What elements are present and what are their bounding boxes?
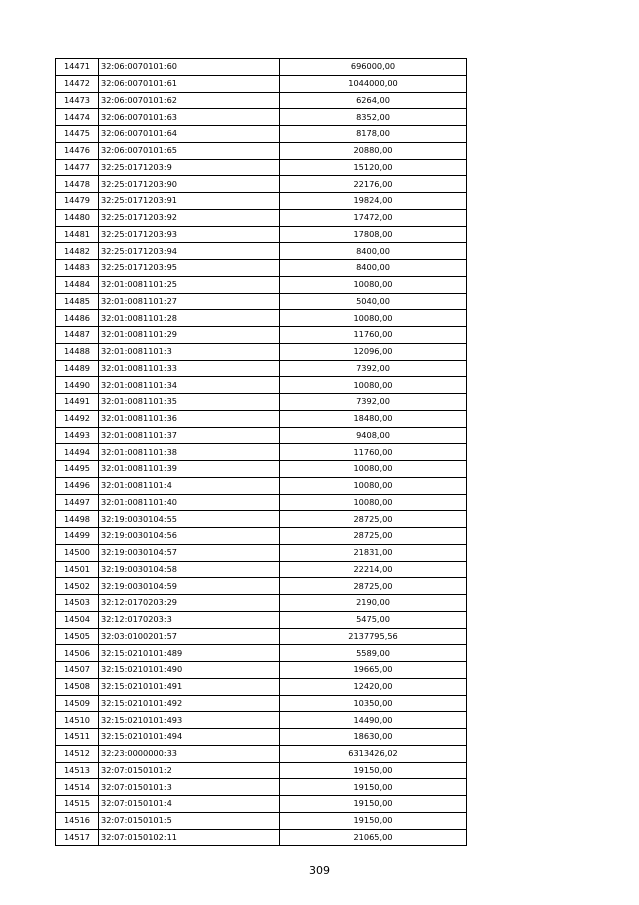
row-number-cell: 14486 xyxy=(56,310,99,327)
row-number-cell: 14482 xyxy=(56,243,99,260)
value-cell: 696000,00 xyxy=(280,59,467,76)
table-row xyxy=(56,293,467,310)
cadastral-number-cell: 32:01:0081101:38 xyxy=(99,444,280,461)
value-cell: 11760,00 xyxy=(280,327,467,344)
cadastral-value-table xyxy=(55,58,467,846)
cadastral-number-cell: 32:15:0210101:489 xyxy=(99,645,280,662)
value-cell: 8400,00 xyxy=(280,243,467,260)
cadastral-number-cell: 32:15:0210101:493 xyxy=(99,712,280,729)
cadastral-number-cell: 32:01:0081101:36 xyxy=(99,410,280,427)
table-row xyxy=(56,109,467,126)
row-number-cell: 14487 xyxy=(56,327,99,344)
table-row xyxy=(56,595,467,612)
table-row xyxy=(56,628,467,645)
table-body xyxy=(56,59,467,846)
cadastral-number-cell: 32:06:0070101:65 xyxy=(99,142,280,159)
table-row xyxy=(56,796,467,813)
row-number-cell: 14484 xyxy=(56,276,99,293)
row-number-cell: 14480 xyxy=(56,209,99,226)
value-cell: 21831,00 xyxy=(280,544,467,561)
row-number-cell: 14490 xyxy=(56,377,99,394)
value-cell: 12096,00 xyxy=(280,343,467,360)
cadastral-number-cell: 32:01:0081101:34 xyxy=(99,377,280,394)
row-number-cell: 14495 xyxy=(56,461,99,478)
table-row xyxy=(56,528,467,545)
cadastral-number-cell: 32:15:0210101:492 xyxy=(99,695,280,712)
row-number-cell: 14478 xyxy=(56,176,99,193)
row-number-cell: 14474 xyxy=(56,109,99,126)
value-cell: 22176,00 xyxy=(280,176,467,193)
value-cell: 1044000,00 xyxy=(280,75,467,92)
cadastral-number-cell: 32:06:0070101:62 xyxy=(99,92,280,109)
cadastral-number-cell: 32:06:0070101:63 xyxy=(99,109,280,126)
row-number-cell: 14479 xyxy=(56,193,99,210)
value-cell: 8400,00 xyxy=(280,260,467,277)
value-cell: 19150,00 xyxy=(280,779,467,796)
cadastral-number-cell: 32:06:0070101:61 xyxy=(99,75,280,92)
table-row xyxy=(56,159,467,176)
cadastral-number-cell: 32:01:0081101:33 xyxy=(99,360,280,377)
row-number-cell: 14498 xyxy=(56,511,99,528)
row-number-cell: 14516 xyxy=(56,812,99,829)
value-cell: 14490,00 xyxy=(280,712,467,729)
value-cell: 8178,00 xyxy=(280,126,467,143)
value-cell: 15120,00 xyxy=(280,159,467,176)
row-number-cell: 14491 xyxy=(56,394,99,411)
row-number-cell: 14476 xyxy=(56,142,99,159)
table-row xyxy=(56,75,467,92)
cadastral-number-cell: 32:01:0081101:25 xyxy=(99,276,280,293)
table-row xyxy=(56,209,467,226)
cadastral-number-cell: 32:19:0030104:58 xyxy=(99,561,280,578)
table-row xyxy=(56,477,467,494)
table-row xyxy=(56,611,467,628)
table-row xyxy=(56,729,467,746)
cadastral-number-cell: 32:01:0081101:29 xyxy=(99,327,280,344)
value-cell: 10080,00 xyxy=(280,377,467,394)
row-number-cell: 14477 xyxy=(56,159,99,176)
table-row xyxy=(56,461,467,478)
table-row xyxy=(56,779,467,796)
value-cell: 22214,00 xyxy=(280,561,467,578)
cadastral-number-cell: 32:07:0150101:3 xyxy=(99,779,280,796)
value-cell: 10080,00 xyxy=(280,477,467,494)
cadastral-number-cell: 32:15:0210101:491 xyxy=(99,678,280,695)
table-row xyxy=(56,745,467,762)
row-number-cell: 14513 xyxy=(56,762,99,779)
row-number-cell: 14492 xyxy=(56,410,99,427)
row-number-cell: 14511 xyxy=(56,729,99,746)
row-number-cell: 14472 xyxy=(56,75,99,92)
cadastral-number-cell: 32:01:0081101:27 xyxy=(99,293,280,310)
cadastral-number-cell: 32:12:0170203:3 xyxy=(99,611,280,628)
value-cell: 20880,00 xyxy=(280,142,467,159)
row-number-cell: 14503 xyxy=(56,595,99,612)
row-number-cell: 14506 xyxy=(56,645,99,662)
cadastral-number-cell: 32:01:0081101:39 xyxy=(99,461,280,478)
table-row xyxy=(56,712,467,729)
row-number-cell: 14515 xyxy=(56,796,99,813)
cadastral-number-cell: 32:19:0030104:56 xyxy=(99,528,280,545)
value-cell: 10350,00 xyxy=(280,695,467,712)
cadastral-number-cell: 32:01:0081101:3 xyxy=(99,343,280,360)
row-number-cell: 14481 xyxy=(56,226,99,243)
table-row xyxy=(56,394,467,411)
value-cell: 6264,00 xyxy=(280,92,467,109)
table-row xyxy=(56,678,467,695)
cadastral-number-cell: 32:07:0150101:4 xyxy=(99,796,280,813)
row-number-cell: 14510 xyxy=(56,712,99,729)
value-cell: 5475,00 xyxy=(280,611,467,628)
table-row xyxy=(56,360,467,377)
value-cell: 5589,00 xyxy=(280,645,467,662)
table-row xyxy=(56,310,467,327)
row-number-cell: 14499 xyxy=(56,528,99,545)
value-cell: 10080,00 xyxy=(280,461,467,478)
cadastral-number-cell: 32:25:0171203:91 xyxy=(99,193,280,210)
row-number-cell: 14509 xyxy=(56,695,99,712)
table-row xyxy=(56,829,467,846)
cadastral-number-cell: 32:01:0081101:37 xyxy=(99,427,280,444)
value-cell: 10080,00 xyxy=(280,276,467,293)
value-cell: 10080,00 xyxy=(280,494,467,511)
value-cell: 5040,00 xyxy=(280,293,467,310)
cadastral-number-cell: 32:15:0210101:490 xyxy=(99,662,280,679)
table-row xyxy=(56,511,467,528)
row-number-cell: 14512 xyxy=(56,745,99,762)
row-number-cell: 14473 xyxy=(56,92,99,109)
table-row xyxy=(56,176,467,193)
row-number-cell: 14489 xyxy=(56,360,99,377)
table-row xyxy=(56,126,467,143)
table-row xyxy=(56,645,467,662)
row-number-cell: 14494 xyxy=(56,444,99,461)
table-row xyxy=(56,327,467,344)
table-row xyxy=(56,762,467,779)
row-number-cell: 14485 xyxy=(56,293,99,310)
cadastral-number-cell: 32:19:0030104:55 xyxy=(99,511,280,528)
table-row xyxy=(56,59,467,76)
row-number-cell: 14496 xyxy=(56,477,99,494)
value-cell: 2190,00 xyxy=(280,595,467,612)
row-number-cell: 14471 xyxy=(56,59,99,76)
value-cell: 21065,00 xyxy=(280,829,467,846)
value-cell: 19150,00 xyxy=(280,762,467,779)
table-row xyxy=(56,343,467,360)
row-number-cell: 14517 xyxy=(56,829,99,846)
row-number-cell: 14488 xyxy=(56,343,99,360)
table-row xyxy=(56,544,467,561)
value-cell: 19665,00 xyxy=(280,662,467,679)
cadastral-number-cell: 32:01:0081101:28 xyxy=(99,310,280,327)
table-row xyxy=(56,662,467,679)
row-number-cell: 14508 xyxy=(56,678,99,695)
cadastral-number-cell: 32:25:0171203:92 xyxy=(99,209,280,226)
cadastral-number-cell: 32:01:0081101:4 xyxy=(99,477,280,494)
cadastral-number-cell: 32:25:0171203:95 xyxy=(99,260,280,277)
row-number-cell: 14501 xyxy=(56,561,99,578)
cadastral-number-cell: 32:12:0170203:29 xyxy=(99,595,280,612)
table-row xyxy=(56,494,467,511)
cadastral-number-cell: 32:25:0171203:94 xyxy=(99,243,280,260)
value-cell: 19824,00 xyxy=(280,193,467,210)
table-row xyxy=(56,377,467,394)
value-cell: 17472,00 xyxy=(280,209,467,226)
table-row xyxy=(56,226,467,243)
cadastral-number-cell: 32:01:0081101:35 xyxy=(99,394,280,411)
row-number-cell: 14483 xyxy=(56,260,99,277)
value-cell: 19150,00 xyxy=(280,796,467,813)
table-row xyxy=(56,243,467,260)
table-row xyxy=(56,142,467,159)
table-row xyxy=(56,276,467,293)
cadastral-number-cell: 32:06:0070101:60 xyxy=(99,59,280,76)
cadastral-number-cell: 32:07:0150102:11 xyxy=(99,829,280,846)
value-cell: 18630,00 xyxy=(280,729,467,746)
value-cell: 17808,00 xyxy=(280,226,467,243)
cadastral-number-cell: 32:06:0070101:64 xyxy=(99,126,280,143)
cadastral-number-cell: 32:23:0000000:33 xyxy=(99,745,280,762)
table-row xyxy=(56,695,467,712)
table-row xyxy=(56,444,467,461)
value-cell: 10080,00 xyxy=(280,310,467,327)
row-number-cell: 14505 xyxy=(56,628,99,645)
value-cell: 7392,00 xyxy=(280,360,467,377)
table-row xyxy=(56,427,467,444)
cadastral-number-cell: 32:25:0171203:93 xyxy=(99,226,280,243)
table-row xyxy=(56,578,467,595)
table-row xyxy=(56,812,467,829)
cadastral-number-cell: 32:07:0150101:5 xyxy=(99,812,280,829)
row-number-cell: 14475 xyxy=(56,126,99,143)
cadastral-number-cell: 32:15:0210101:494 xyxy=(99,729,280,746)
row-number-cell: 14500 xyxy=(56,544,99,561)
table-row xyxy=(56,561,467,578)
value-cell: 8352,00 xyxy=(280,109,467,126)
table-row xyxy=(56,410,467,427)
page-number: 309 xyxy=(309,864,330,877)
value-cell: 9408,00 xyxy=(280,427,467,444)
row-number-cell: 14502 xyxy=(56,578,99,595)
value-cell: 2137795,56 xyxy=(280,628,467,645)
table-row xyxy=(56,92,467,109)
row-number-cell: 14493 xyxy=(56,427,99,444)
value-cell: 18480,00 xyxy=(280,410,467,427)
table-row xyxy=(56,193,467,210)
cadastral-number-cell: 32:07:0150101:2 xyxy=(99,762,280,779)
cadastral-number-cell: 32:25:0171203:9 xyxy=(99,159,280,176)
value-cell: 28725,00 xyxy=(280,528,467,545)
cadastral-number-cell: 32:19:0030104:59 xyxy=(99,578,280,595)
value-cell: 28725,00 xyxy=(280,511,467,528)
value-cell: 12420,00 xyxy=(280,678,467,695)
row-number-cell: 14504 xyxy=(56,611,99,628)
row-number-cell: 14514 xyxy=(56,779,99,796)
table-row xyxy=(56,260,467,277)
value-cell: 6313426,02 xyxy=(280,745,467,762)
cadastral-number-cell: 32:25:0171203:90 xyxy=(99,176,280,193)
cadastral-number-cell: 32:01:0081101:40 xyxy=(99,494,280,511)
cadastral-number-cell: 32:03:0100201:57 xyxy=(99,628,280,645)
value-cell: 19150,00 xyxy=(280,812,467,829)
row-number-cell: 14507 xyxy=(56,662,99,679)
value-cell: 7392,00 xyxy=(280,394,467,411)
cadastral-number-cell: 32:19:0030104:57 xyxy=(99,544,280,561)
row-number-cell: 14497 xyxy=(56,494,99,511)
value-cell: 28725,00 xyxy=(280,578,467,595)
value-cell: 11760,00 xyxy=(280,444,467,461)
